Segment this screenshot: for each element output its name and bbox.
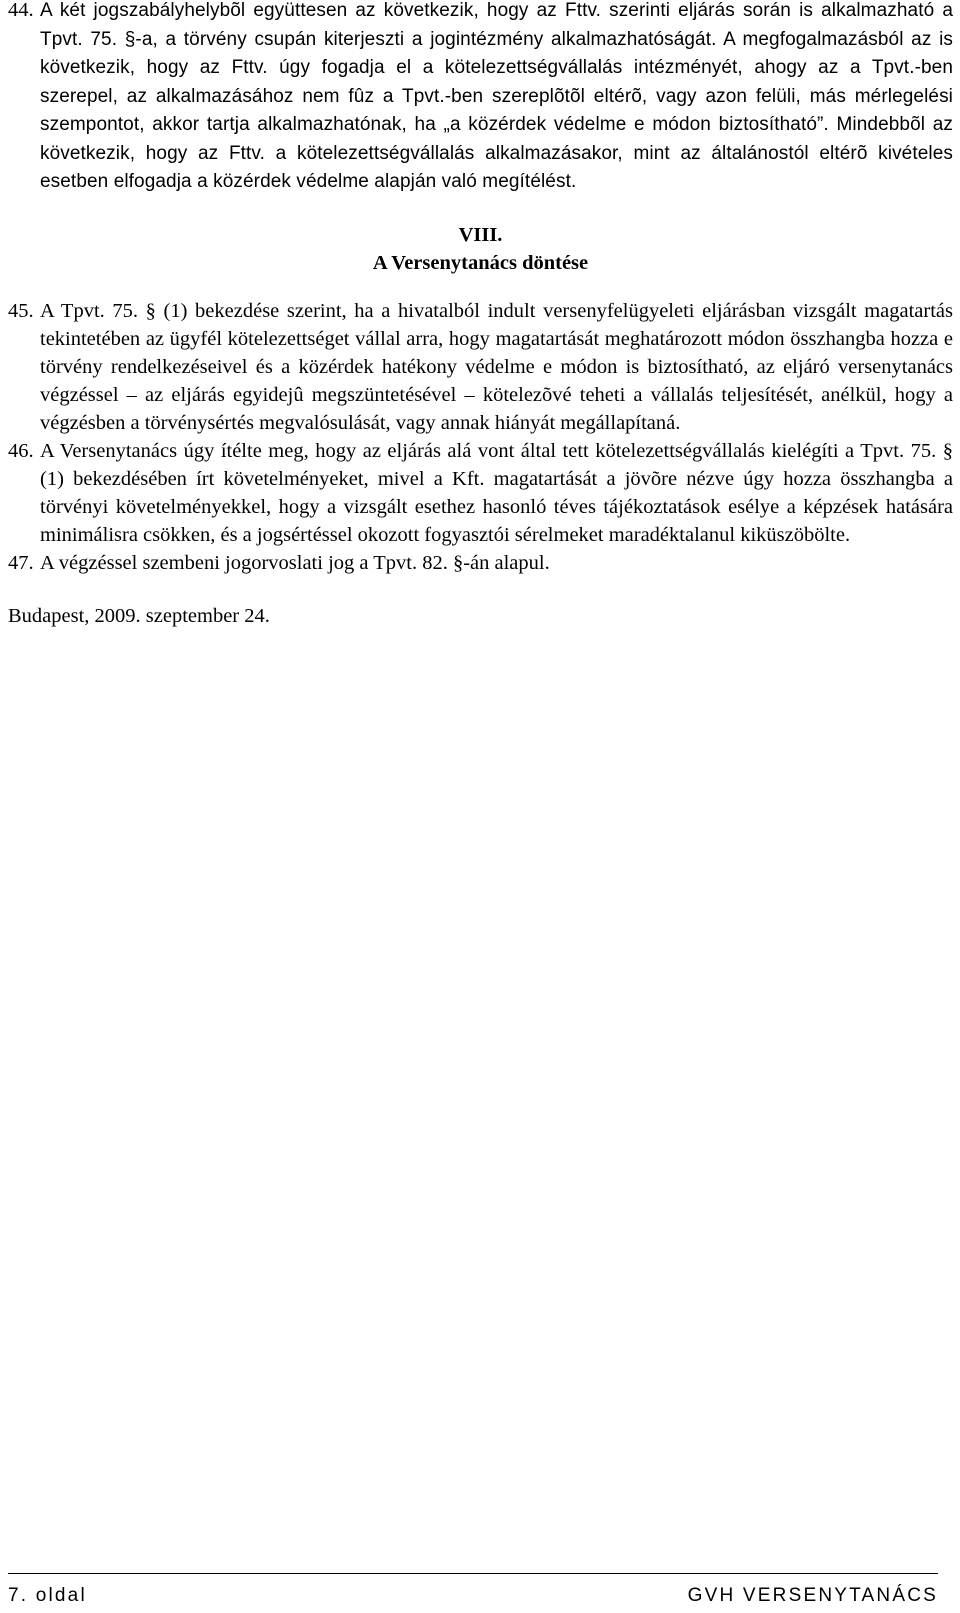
paragraph-45 [8, 297, 953, 437]
paragraph-number: 47. [8, 551, 34, 574]
section-number: VIII. [458, 223, 503, 246]
organization-name: GVH VERSENYTANÁCS [687, 1585, 938, 1606]
paragraph-text: A végzéssel szembeni jogorvoslati jog a Tpvt. 82. §-án alapul. [40, 551, 550, 574]
paragraph-text: A Tpvt. 75. § (1) bekezdése szerint, ha a hivatalból indult versenyfelügyeleti eljárásban vizsgált magatartás tekintetében az ügyfél kötelezettséget vállal arra, hogy magatartását meghatározott módon összhangba hozza e törvény rendelkezéseivel és a közérdek hatékony védelme e módon is biztosítható, az eljáró versenytanács végzéssel – az eljárás egyidejû megszüntetésével – kötelezõvé teheti a vállalás teljesítését, anélkül, hogy a végzésben a törvénysértés megvalósulását, vagy annak hiányát megállapítaná. [40, 299, 953, 434]
paragraph-text-part1: A két jogszabályhelybõl együttesen az következik, hogy az Fttv. szerinti eljárás során is alkalmazható a Tpvt. 75. §-a, a törvény csupán kiterjeszti a jogintézmény alkalmazhatóságát. A megfogalmazásból az is következik, hogy az Fttv. úgy fogadja el a kötelezettségvállalás intézményét, ahogy az a Tpvt.-ben szerepel, az alkalmazásához nem fûz a Tpvt. [40, 0, 953, 107]
place-and-date: Budapest, 2009. szeptember 24. [8, 604, 270, 627]
section-title: A Versenytanács döntése [372, 251, 589, 274]
paragraph-number: 44. [8, 0, 34, 21]
paragraph-text: A Versenytanács úgy ítélte meg, hogy az eljárás alá vont által tett kötelezettségvállalás kielégíti a Tpvt. 75. § (1) bekezdésében írt követelményeket, mivel a Kft. magatartását a jövõre nézve úgy hozza összhangba a törvényi követelményekkel, hogy a vizsgált esethez hasonló téves tájékoztatások esélye a képzések hatására minimálisra csökken, és a jogsértéssel okozott fogyasztói sérelmeket maradéktalanul kiküszöbölte. [40, 439, 953, 546]
page-number: 7. oldal [8, 1585, 87, 1606]
paragraph-47 [8, 549, 953, 577]
paragraph-46 [8, 437, 953, 549]
paragraph-number: 45. [8, 299, 34, 322]
paragraph-number: 46. [8, 439, 34, 462]
paragraph-text-part2: -ben szereplõtõl eltérõ, vagy azon felüli, más mérlegelési szempontot, akkor tartja alkalmazhatónak, ha „a közérdek védelme e módon biztosítható”. Mindebbõl az következik, hogy az Fttv. a kötelezettségvállalás alkalmazásakor, mint az általánostól eltérõ kivételes esetben elfogadja a közérdek védelme alapján való megítélést. [40, 85, 953, 192]
paragraph-44 [8, 0, 953, 196]
footer-divider [8, 1573, 938, 1574]
document-page [8, 0, 953, 630]
